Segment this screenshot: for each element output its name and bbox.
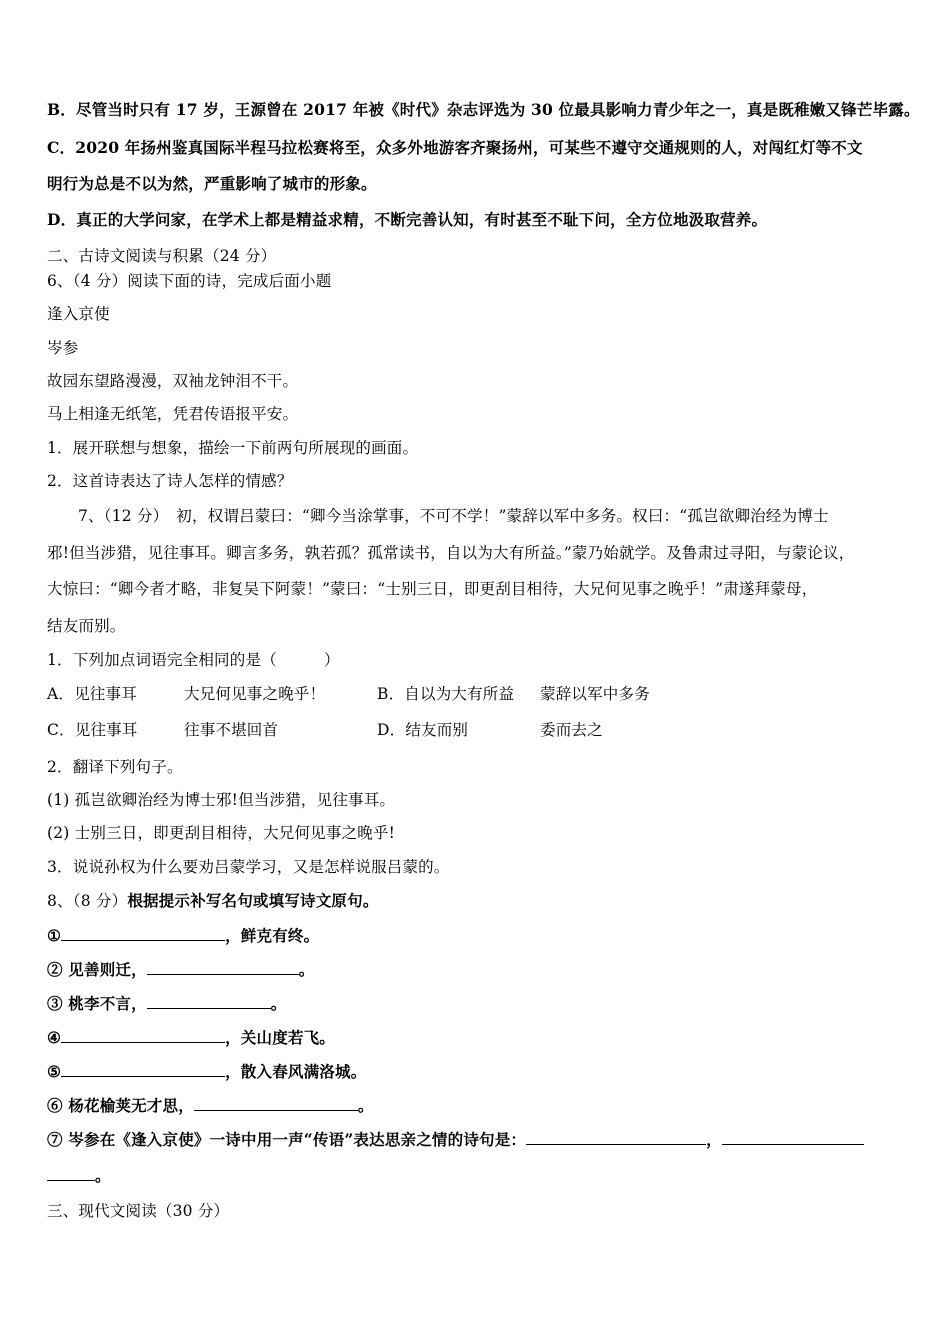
q6-poem-line1: 故园东望路漫漫，双袖龙钟泪不干。 <box>47 372 299 390</box>
q8-item7-continued <box>47 1165 111 1187</box>
q7-option-a-right: 大兄何见事之晚乎！ <box>184 685 326 703</box>
q8-item7-blank1[interactable] <box>526 1130 706 1145</box>
q7-passage-line2: 邪!但当涉猎，见往事耳。卿言多务，孰若孤？孤常读书，自以为大有所益。”蒙乃始就学。及鲁肃过寻阳，与蒙论议， <box>47 544 855 562</box>
q5-option-b: B．尽管当时只有 17 岁，王源曾在 2017 年被《时代》杂志评选为 30 位最具影响力青少年之一，真是既稚嫩又锋芒毕露。 <box>47 100 920 119</box>
q8-item2 <box>47 959 315 981</box>
q8-item2-end: 。 <box>298 960 315 979</box>
q8-item3-text: ③ 桃李不言， <box>47 994 147 1013</box>
q8-item4-blank[interactable] <box>61 1028 225 1043</box>
q7-passage-line1: 7、（12 分） 初，权谓吕蒙曰：“卿今当涂掌事，不可不学！”蒙辞以军中多务。权曰：“孤岂欲卿治经为博士 <box>78 507 829 525</box>
q8-item7-separator: ， <box>706 1130 722 1149</box>
q6-sub2: 2．这首诗表达了诗人怎样的情感？ <box>47 472 293 490</box>
q8-item5 <box>47 1061 366 1083</box>
q6-poem-author: 岑参 <box>47 339 79 357</box>
q7-sub3: 3．说说孙权为什么要劝吕蒙学习，又是怎样说服吕蒙的。 <box>47 858 450 876</box>
q6-stem: 6、（4 分）阅读下面的诗，完成后面小题 <box>47 272 332 290</box>
q8-item7-blank2[interactable] <box>722 1130 864 1145</box>
q7-option-b-left: B．自以为大有所益 <box>377 685 515 703</box>
q8-item4 <box>47 1027 335 1049</box>
q7-sub1: 1．下列加点词语完全相同的是（ ） <box>47 651 340 669</box>
q7-option-d-left: D．结友而别 <box>377 721 469 739</box>
q7-option-b-right: 蒙辞以军中多务 <box>540 685 650 703</box>
q8-item6-blank[interactable] <box>194 1096 358 1111</box>
q8-item7-blank2-continued[interactable] <box>47 1166 95 1181</box>
q8-stem-text: 根据提示补写名句或填写诗文原句。 <box>127 891 379 910</box>
q5-option-d: D．真正的大学问家，在学术上都是精益求精，不断完善认知，有时甚至不耻下问，全方位地汲取营养。 <box>47 210 768 229</box>
q8-item5-blank[interactable] <box>61 1062 225 1077</box>
q7-option-c-left: C．见往事耳 <box>47 721 138 739</box>
q8-item5-number: ⑤ <box>47 1062 62 1081</box>
q6-sub1: 1．展开联想与想象，描绘一下前两句所展现的画面。 <box>47 439 419 457</box>
q8-item4-number: ④ <box>47 1028 62 1047</box>
q8-item7-end: 。 <box>95 1166 111 1185</box>
q6-poem-title: 逢入京使 <box>47 305 110 323</box>
q8-item7-text: ⑦ 岑参在《逢入京使》一诗中用一声“传语”表达思亲之情的诗句是： <box>47 1130 527 1149</box>
q8-item6 <box>47 1095 374 1117</box>
section2-title: 二、古诗文阅读与积累（24 分） <box>47 247 277 265</box>
q8-item5-text: ，散入春风满洛城。 <box>225 1062 367 1081</box>
q8-item3 <box>47 993 287 1015</box>
q8-item6-text: ⑥ 杨花榆荚无才思， <box>47 1096 194 1115</box>
q7-option-a-left: A．见往事耳 <box>47 685 137 703</box>
q8-item6-end: 。 <box>357 1096 374 1115</box>
q8-item4-text: ，关山度若飞。 <box>225 1028 336 1047</box>
q5-option-c-line1: C．2020 年扬州鉴真国际半程马拉松赛将至，众多外地游客齐聚扬州，可某些不遵守交通规则的人，对闯红灯等不文 <box>47 138 863 157</box>
q8-stem-prefix: 8、（8 分） <box>47 892 128 910</box>
q8-item2-text: ② 见善则迁， <box>47 960 147 979</box>
q8-item1-text: ，鲜克有终。 <box>225 926 320 945</box>
q7-option-c-right: 往事不堪回首 <box>184 721 279 739</box>
q8-item1-number: ① <box>47 926 62 945</box>
q8-item1 <box>47 925 319 947</box>
q7-passage-line3: 大惊曰：“卿今者才略，非复吴下阿蒙！”蒙曰：“士别三日，即更刮目相待，大兄何见事之晚乎！”肃遂拜蒙母， <box>47 580 818 598</box>
q7-option-d-right: 委而去之 <box>540 721 603 739</box>
section3-title: 三、现代文阅读（30 分） <box>47 1202 230 1220</box>
q7-translate-2: (2) 士别三日，即更刮目相待，大兄何见事之晚乎! <box>47 824 396 842</box>
q8-item3-blank[interactable] <box>147 994 271 1009</box>
q8-item1-blank[interactable] <box>61 926 225 941</box>
q6-poem-line2: 马上相逢无纸笔，凭君传语报平安。 <box>47 405 299 423</box>
q8-item3-end: 。 <box>270 994 287 1013</box>
q8-stem <box>47 890 379 912</box>
q5-option-c-line2: 明行为总是不以为然，严重影响了城市的形象。 <box>47 174 377 193</box>
q7-sub2: 2．翻译下列句子。 <box>47 758 183 776</box>
q7-translate-1: (1) 孤岂欲卿治经为博士邪!但当涉猎，见往事耳。 <box>47 791 396 809</box>
q7-passage-line4: 结友而别。 <box>47 617 126 635</box>
q8-item2-blank[interactable] <box>147 960 299 975</box>
q8-item7 <box>47 1129 864 1151</box>
